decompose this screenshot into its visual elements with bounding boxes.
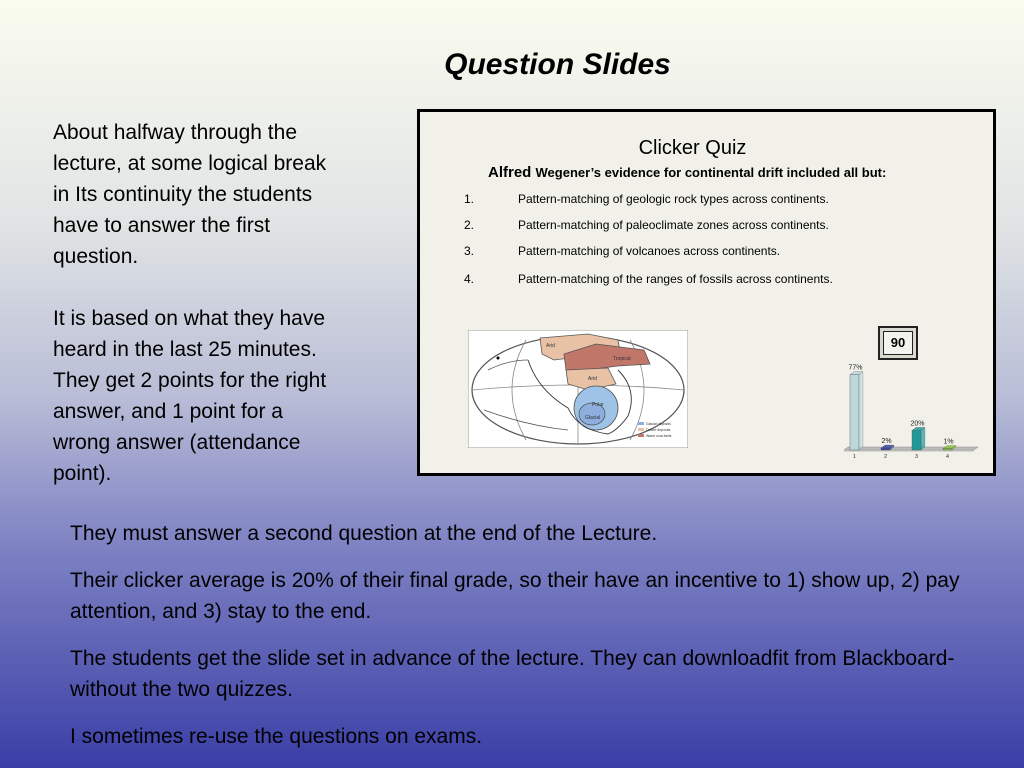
countdown-box <box>878 326 918 360</box>
option-text: Pattern-matching of volcanoes across continents. <box>518 244 781 258</box>
map-legend-swatch <box>638 422 644 425</box>
quiz-question <box>488 164 886 181</box>
chart-bar <box>850 375 859 450</box>
chart-bar <box>912 430 921 450</box>
countdown-value: 90 <box>883 331 913 355</box>
option-number: 4. <box>464 272 475 286</box>
chart-tick-label: 1 <box>853 454 856 460</box>
option-number: 1. <box>464 192 475 206</box>
chart-tick-label: 3 <box>915 454 918 460</box>
chart-bar-side <box>921 427 925 450</box>
bottom-paragraph: The students get the slide set in advance of the lecture. They can downloadfit from Blackboard- without the two quizzes. <box>70 647 955 701</box>
option-text: Pattern-matching of geologic rock types across continents. <box>518 192 829 206</box>
option-text: Pattern-matching of the ranges of fossils across continents. <box>518 272 833 286</box>
bottom-paragraph: Their clicker average is 20% of their final grade, so their have an incentive to 1) show up, 2) pay attention, and 3) stay to the end. <box>70 569 960 623</box>
bottom-notes <box>70 518 970 752</box>
left-line: They get 2 points for the right <box>53 369 327 392</box>
quiz-option <box>464 218 833 244</box>
chart-data-label: 77% <box>848 364 863 372</box>
left-line: have to answer the first <box>53 214 271 237</box>
bottom-paragraph: They must answer a second question at the end of the Lecture. <box>70 522 658 545</box>
map-legend-label: Glacial deposits <box>646 422 671 426</box>
left-line: answer, and 1 point for a <box>53 400 283 423</box>
quiz-title <box>420 137 993 160</box>
option-number: 3. <box>464 244 475 258</box>
left-description <box>53 117 403 489</box>
quiz-option <box>464 192 833 218</box>
chart-data-label: 20% <box>910 420 925 428</box>
clicker-quiz-panel <box>417 109 996 476</box>
map-label: Arid <box>546 343 555 349</box>
chart-bar-side <box>859 372 863 450</box>
chart-floor <box>844 447 978 450</box>
map-legend-label: Warm coal-beds <box>646 434 672 438</box>
chart-data-label: 1% <box>943 438 954 446</box>
quiz-question-text: Wegener’s evidence for continental drift included all but: <box>535 165 887 180</box>
map-legend-swatch <box>638 428 644 431</box>
quiz-title-text: Clicker Quiz <box>638 137 747 159</box>
map-label: Arid <box>588 376 597 382</box>
quiz-option <box>464 272 833 298</box>
map-legend-label: Desert deposits <box>646 428 671 432</box>
chart-tick-label: 2 <box>884 454 887 460</box>
left-line: It is based on what they have <box>53 307 326 330</box>
map-label: Polar <box>592 402 604 408</box>
chart-bar <box>943 449 952 451</box>
left-line: heard in the last 25 minutes. <box>53 338 317 361</box>
paleoclimate-map <box>468 330 688 448</box>
chart-tick-label: 4 <box>946 454 949 460</box>
option-text: Pattern-matching of paleoclimate zones across continents. <box>518 218 829 232</box>
map-label: Glacial <box>585 415 601 421</box>
map-pole-marker <box>497 357 500 360</box>
quiz-question-lead: Alfred <box>488 164 536 181</box>
left-line: lecture, at some logical break <box>53 152 327 175</box>
quiz-option <box>464 244 833 270</box>
chart-data-label: 2% <box>881 438 892 446</box>
map-legend-swatch <box>638 434 644 437</box>
left-line: point). <box>53 462 112 485</box>
left-line: in Its continuity the students <box>53 183 313 206</box>
paleoclimate-map-svg <box>468 330 688 448</box>
map-label: Tropical <box>613 356 631 362</box>
paragraph-gap <box>53 272 403 303</box>
left-line: question. <box>53 245 139 268</box>
left-line: About halfway through the <box>53 121 298 144</box>
left-line: wrong answer (attendance <box>53 431 301 454</box>
quiz-options <box>464 192 833 298</box>
option-number: 2. <box>464 218 475 232</box>
bottom-paragraph: I sometimes re-use the questions on exams. <box>70 725 483 748</box>
chart-bar <box>881 448 890 450</box>
slide-title: Question Slides <box>444 48 671 81</box>
